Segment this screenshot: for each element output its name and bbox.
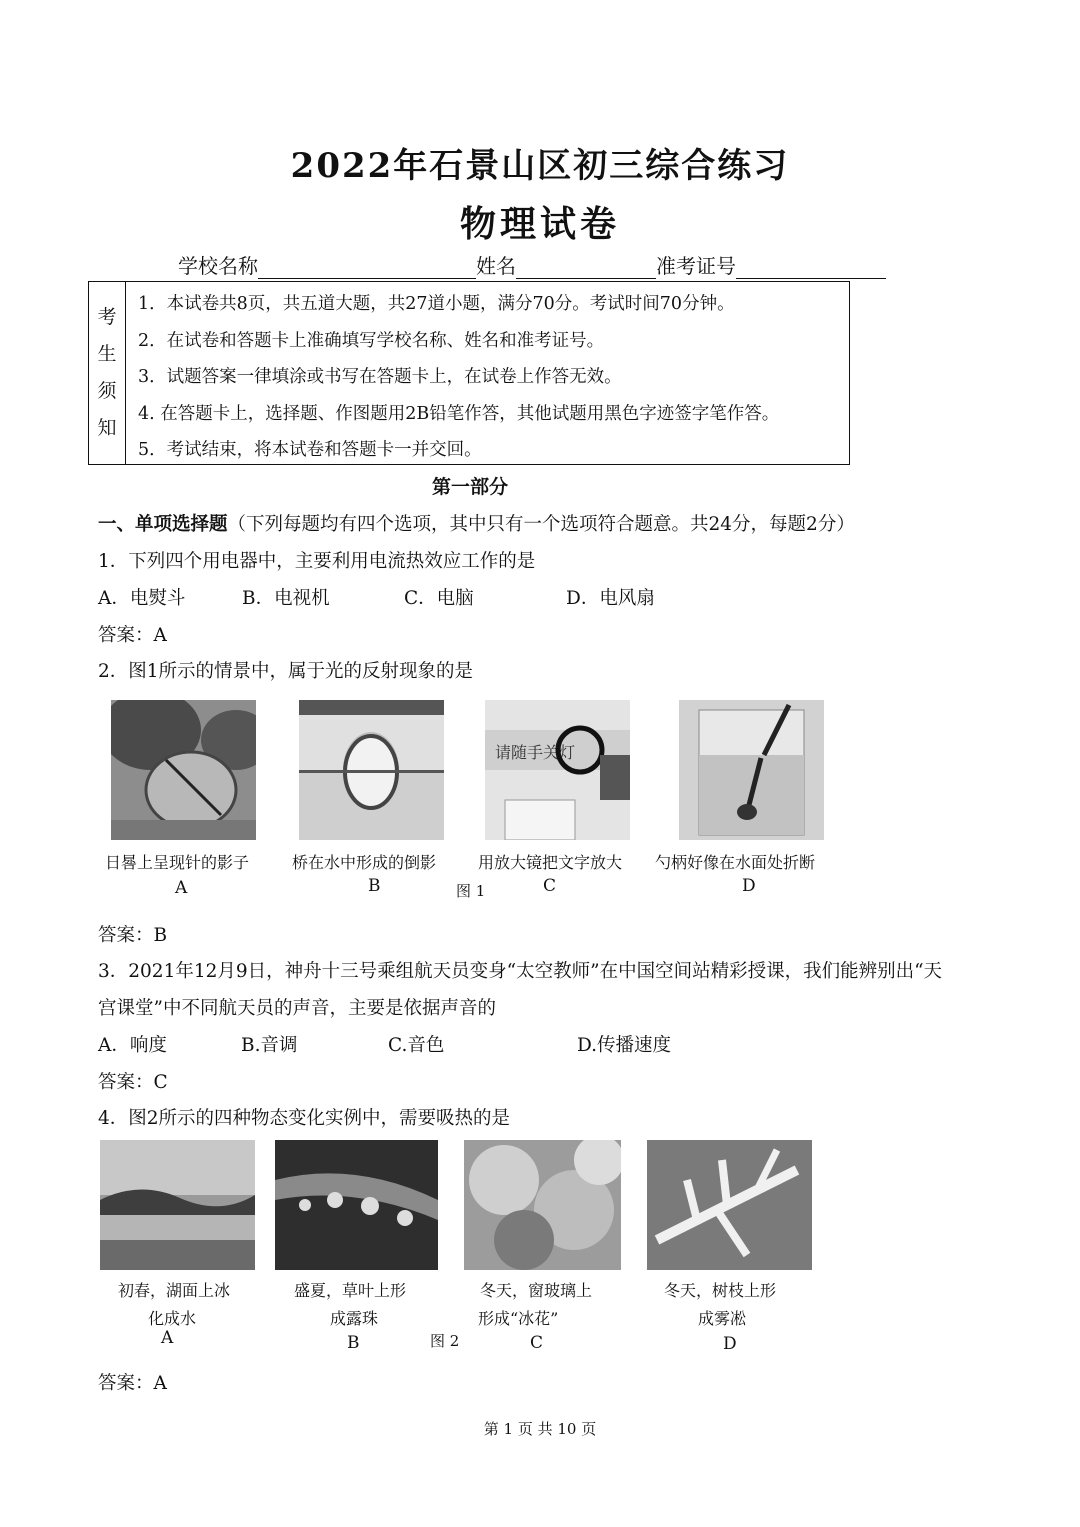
fig2-letter-c: C	[530, 1333, 544, 1353]
fig1-label: 图 1	[456, 882, 486, 900]
q1-option-c: C．电脑	[404, 588, 474, 609]
q3-option-b: B.音调	[241, 1035, 298, 1056]
part1-heading-rest: （下列每题均有四个选项，其中只有一个选项符合题意。共24分，每题2分）	[227, 514, 855, 535]
part1-heading-bold: 一、单项选择题	[98, 514, 228, 535]
fig1-caption-a: 日晷上呈现针的影子	[105, 853, 250, 872]
notice-side-char: 须	[97, 380, 117, 402]
notice-item: 5．考试结束，将本试卷和答题卡一并交回。	[138, 440, 482, 460]
sundial-photo	[111, 700, 256, 840]
fig2-caption-c-line2: 形成“冰花”	[478, 1309, 559, 1328]
exam-subtitle: 物理试卷	[459, 203, 620, 245]
q1-option-b: B．电视机	[242, 588, 330, 609]
fig2-caption-b-line1: 盛夏，草叶上形	[294, 1281, 407, 1300]
dew-leaf-drawing	[275, 1140, 438, 1270]
rime-branch-photo	[647, 1140, 812, 1270]
id-label: 准考证号	[656, 254, 736, 278]
notice-item: 4. 在答题卡上，选择题、作图题用2B铅笔作答，其他试题用黑色字迹签字笔作答。	[138, 403, 780, 424]
fig1-letter-a: A	[175, 878, 188, 898]
fig2-caption-a-line1: 初春，湖面上冰	[118, 1281, 231, 1300]
student-info-row	[178, 250, 886, 279]
q1-options	[98, 584, 798, 608]
fig2-caption-d-line1: 冬天，树枝上形	[664, 1281, 777, 1300]
sign-text: 请随手关灯	[495, 743, 576, 762]
notice-items	[126, 282, 849, 464]
ice-lake-drawing	[100, 1140, 255, 1270]
page-footer: 第 1 页 共 10 页	[483, 1420, 597, 1438]
ice-lake-photo	[100, 1140, 255, 1270]
q4-answer: 答案：A	[98, 1373, 167, 1394]
q3-option-c: C.音色	[388, 1035, 445, 1056]
q3-options	[98, 1031, 798, 1055]
fig2-caption-a-line2: 化成水	[148, 1309, 197, 1328]
fig1-letter-c: C	[543, 876, 557, 896]
name-label: 姓名	[476, 254, 516, 278]
q2-stem: 2．图1所示的情景中，属于光的反射现象的是	[98, 661, 474, 682]
spoon-glass-drawing	[679, 700, 824, 840]
q1-option-a: A．电熨斗	[98, 588, 186, 609]
fig2-label: 图 2	[430, 1332, 460, 1350]
fig2-caption-b-line2: 成露珠	[330, 1309, 379, 1328]
notice-item: 1．本试卷共8页，共五道大题，共27道小题，满分70分。考试时间70分钟。	[138, 294, 735, 314]
q3-option-d: D.传播速度	[577, 1035, 672, 1056]
fig1-caption-d: 勺柄好像在水面处折断	[655, 853, 816, 872]
notice-side-char: 知	[97, 417, 117, 439]
q3-answer: 答案：C	[98, 1072, 168, 1093]
section-title: 第一部分	[431, 476, 508, 498]
rime-branch-drawing	[647, 1140, 812, 1270]
dew-leaf-photo	[275, 1140, 438, 1270]
notice-item: 2．在试卷和答题卡上准确填写学校名称、姓名和准考证号。	[138, 330, 605, 351]
fig2-letter-a: A	[161, 1328, 174, 1348]
magnifier-photo	[485, 700, 630, 840]
notice-side-char: 生	[97, 343, 117, 365]
sundial-drawing	[111, 700, 256, 840]
name-blank	[516, 256, 656, 279]
bridge-drawing	[299, 700, 444, 840]
q1-answer: 答案：A	[98, 625, 167, 646]
fig1-letter-b: B	[368, 876, 381, 896]
ice-flower-drawing	[464, 1140, 621, 1270]
q2-answer: 答案：B	[98, 925, 168, 946]
notice-side-char: 考	[97, 306, 117, 328]
id-blank	[736, 256, 886, 279]
fig1-letter-d: D	[742, 876, 756, 896]
q3-stem-line1: 3．2021年12月9日，神舟十三号乘组航天员变身“太空教师”在中国空间站精彩授课，我们能辨别出“天	[98, 961, 943, 982]
fig2-letter-b: B	[347, 1333, 360, 1353]
notice-item: 3．试题答案一律填涂或书写在答题卡上，在试卷上作答无效。	[138, 367, 622, 387]
school-label: 学校名称	[178, 254, 258, 278]
q3-option-a: A．响度	[98, 1035, 167, 1056]
fig2-caption-d-line2: 成雾凇	[698, 1309, 747, 1328]
fig2-caption-c-line1: 冬天，窗玻璃上	[480, 1281, 593, 1300]
school-blank	[258, 256, 476, 279]
fig1-caption-b: 桥在水中形成的倒影	[292, 853, 437, 872]
q3-stem-line2: 宫课堂”中不同航天员的声音，主要是依据声音的	[98, 998, 496, 1019]
magnifier-drawing	[485, 700, 630, 840]
fig1-caption-c: 用放大镜把文字放大	[478, 853, 623, 872]
q4-stem: 4．图2所示的四种物态变化实例中，需要吸热的是	[98, 1108, 511, 1129]
ice-flower-photo	[464, 1140, 621, 1270]
spoon-glass-photo	[679, 700, 824, 840]
part1-heading	[98, 510, 855, 536]
exam-title: 2022年石景山区初三综合练习	[290, 146, 790, 186]
bridge-photo	[299, 700, 444, 840]
notice-side-label	[89, 282, 126, 464]
q1-option-d: D．电风扇	[566, 588, 655, 609]
fig2-letter-d: D	[723, 1334, 737, 1354]
notice-box	[88, 281, 850, 465]
q1-stem: 1．下列四个用电器中，主要利用电流热效应工作的是	[98, 551, 536, 572]
